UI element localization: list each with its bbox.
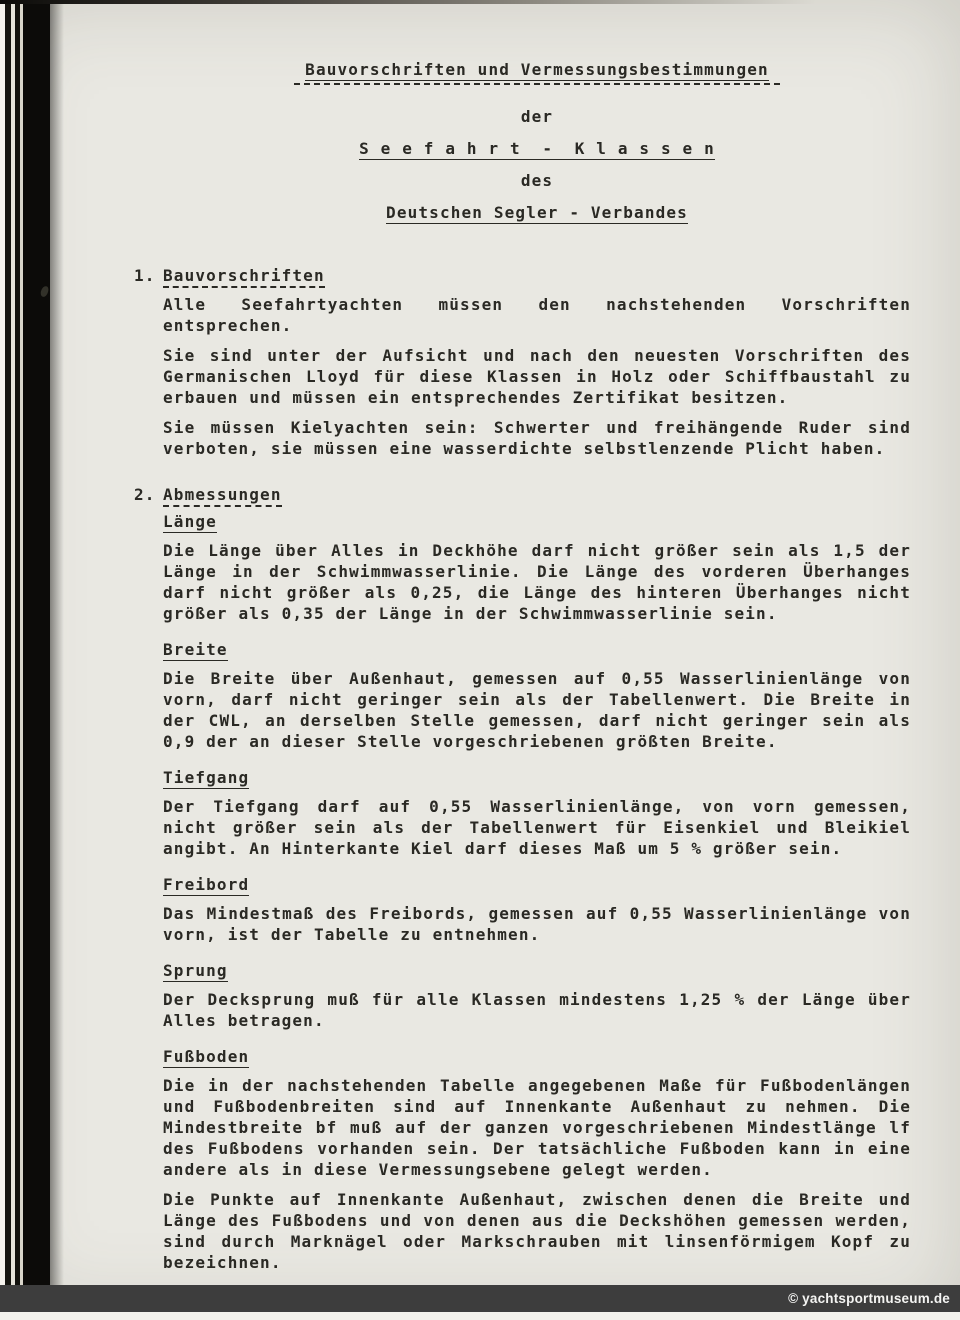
- section-heading-row: [134, 485, 911, 504]
- title-line-der: der: [520, 107, 554, 126]
- section-abmessungen: [134, 485, 911, 1303]
- paragraph: Sie müssen Kielyachten sein: Schwerter und freihängende Ruder sind verboten, sie müssen eine wasserdichte selbstlenzende Plicht haben.: [163, 418, 911, 458]
- paragraph: Sie sind unter der Aufsicht und nach den neuesten Vorschriften des Germanischen Lloyd für diese Klassen in Holz oder Schiffbaustahl zu erbauen und müssen ein entsprechendes Zertifikat besitzen.: [163, 346, 911, 407]
- title-line-classes-row: [163, 139, 911, 158]
- subsection-heading-row: [163, 640, 911, 659]
- subsection-heading: Sprung: [163, 961, 228, 980]
- paragraph: Die Länge über Alles in Deckhöhe darf nicht größer sein als 1,5 der Länge in der Schwimmwasserlinie. Die Länge des vorderen Überhanges darf nicht größer als 0,25, die Länge des hinteren Überhanges nicht größer als 0,35 der Länge in der Schwimmwasserlinie sein.: [163, 541, 911, 623]
- section-heading-row: [134, 266, 911, 285]
- subsection-freibord: [163, 875, 911, 945]
- subsection-heading-row: [163, 768, 911, 787]
- subsection-laenge: [163, 512, 911, 624]
- document-title: Bauvorschriften und Vermessungsbestimmungen: [305, 60, 769, 79]
- title-dash-underline: [294, 83, 780, 85]
- scan-bottom-strip: [0, 1312, 960, 1320]
- subsection-sprung: [163, 961, 911, 1031]
- watermark-text: © yachtsportmuseum.de: [788, 1291, 950, 1306]
- paragraph: Alle Seefahrtyachten müssen den nachstehenden Vorschriften entsprechen.: [163, 295, 911, 335]
- section-bauvorschriften: [134, 266, 911, 459]
- subsection-fussboden: [163, 1047, 911, 1303]
- section-heading: Abmessungen: [163, 485, 282, 507]
- book-binding-edge: [0, 0, 64, 1320]
- title-line-org: Deutschen Segler - Verbandes: [386, 203, 688, 222]
- subsection-heading-row: [163, 875, 911, 894]
- subsection-breite: [163, 640, 911, 752]
- title-row: [163, 60, 911, 85]
- title-line-des: des: [520, 171, 554, 190]
- watermark-bar: [0, 1285, 960, 1312]
- title-block: [163, 0, 911, 222]
- paragraph: Der Decksprung muß für alle Klassen mindestens 1,25 % der Länge über Alles betragen.: [163, 990, 911, 1030]
- paragraph: Die in der nachstehenden Tabelle angegebenen Maße für Fußbodenlängen und Fußbodenbreiten sind auf Innenkante Außenhaut zu nehmen. Die Mindestbreite bf muß auf der ganzen vorgeschriebenen Mindestlänge lf des Fußbodens vorhanden sein. Der tatsächliche Fußboden kann in eine andere als in diese Vermessungsebene gelegt werden.: [163, 1076, 911, 1179]
- title-line-classes: S e e f a h r t - K l a s s e n: [359, 139, 715, 158]
- section-number: 2.: [134, 485, 156, 504]
- subsection-heading: Tiefgang: [163, 768, 250, 787]
- subsection-heading: Breite: [163, 640, 228, 659]
- subsection-heading: Freibord: [163, 875, 250, 894]
- paragraph: Die Breite über Außenhaut, gemessen auf 0,55 Wasserlinienlänge von vorn, darf nicht geringer sein als der Tabellenwert. Die Breite in der CWL, an derselben Stelle gemessen, darf nicht geringer sein als 0,9 der an dieser Stelle vorgeschriebenen größten Breite.: [163, 669, 911, 751]
- paragraph: Das Mindestmaß des Freibords, gemessen auf 0,55 Wasserlinienlänge von vorn, ist der Tabelle zu entnehmen.: [163, 904, 911, 944]
- document-content: [134, 0, 911, 1303]
- section-number: 1.: [134, 266, 156, 285]
- subsection-heading: Fußboden: [163, 1047, 250, 1066]
- paragraph: Die Punkte auf Innenkante Außenhaut, zwischen denen die Breite und Länge des Fußbodens und von denen aus die Deckshöhen gemessen werden, sind durch Marknägel oder Markschrauben mit linsenförmigem Kopf zu bezeichnen.: [163, 1190, 911, 1272]
- subsection-heading-row: [163, 961, 911, 980]
- subsection-heading: Länge: [163, 512, 217, 531]
- paragraph: Der Tiefgang darf auf 0,55 Wasserlinienlänge, von vorn gemessen, nicht größer sein als der Tabellenwert für Eisenkiel und Bleikiel angibt. An Hinterkante Kiel darf dieses Maß um 5 % größer sein.: [163, 797, 911, 858]
- title-line-org-row: [163, 203, 911, 222]
- section-heading: Bauvorschriften: [163, 266, 325, 288]
- subsection-tiefgang: [163, 768, 911, 859]
- subsection-heading-row: [163, 512, 911, 531]
- subsection-heading-row: [163, 1047, 911, 1066]
